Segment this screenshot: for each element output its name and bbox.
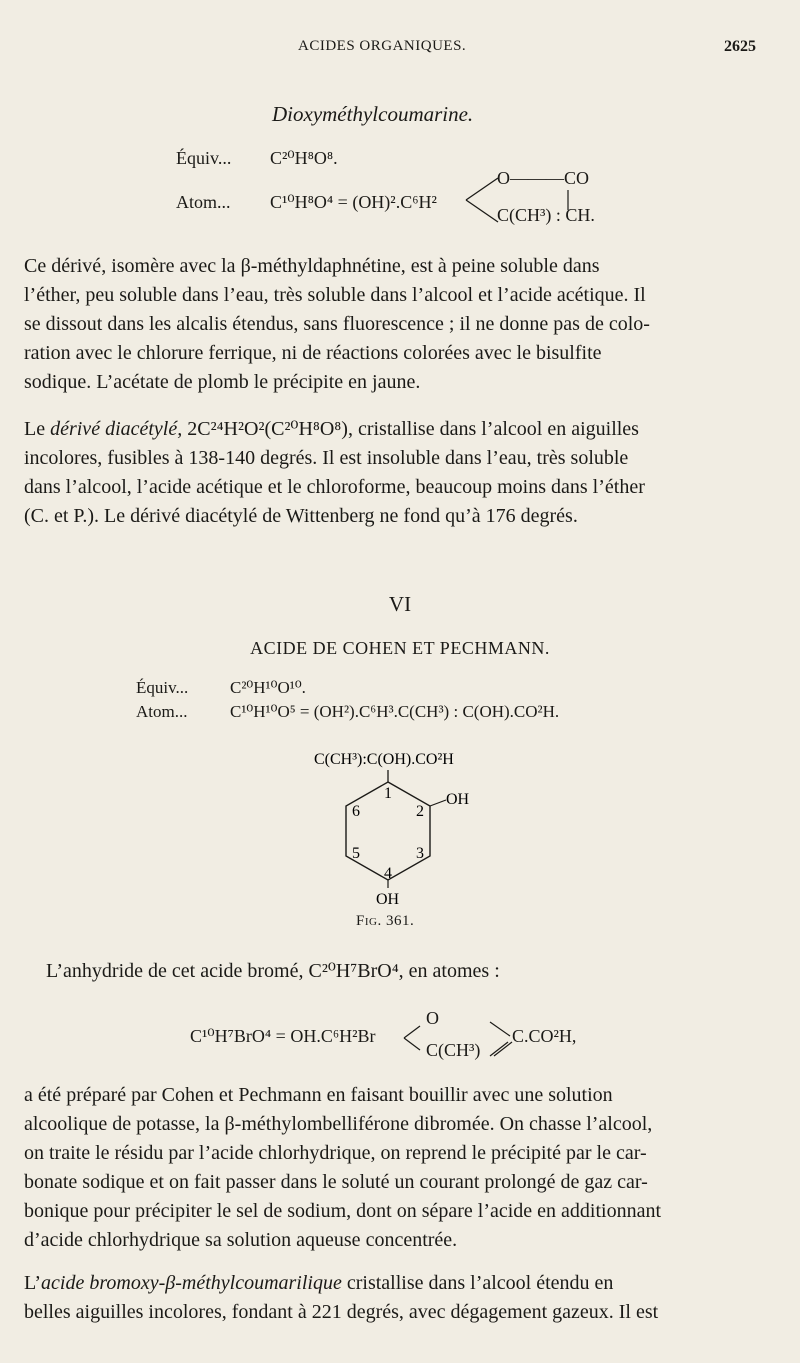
equiv-formula: C²⁰H⁸O⁸. (270, 148, 338, 168)
text-line: incolores, fusibles à 138-140 degrés. Il est insoluble dans l’eau, très soluble (24, 447, 629, 469)
italic-term: dérivé diacétylé, (50, 418, 183, 440)
bond-oh-right (430, 800, 446, 806)
position-6: 6 (352, 803, 360, 820)
position-1: 1 (384, 785, 392, 802)
text-line: se dissout dans les alcalis étendus, sans fluorescence ; il ne donne pas de colo- (24, 313, 650, 335)
position-2: 2 (416, 803, 424, 820)
text-line: Ce dérivé, isomère avec la β-méthyldaphnétine, est à peine soluble dans (24, 255, 600, 277)
benzene-ring-diagram (300, 738, 500, 918)
equiv-label: Équiv... (176, 148, 232, 168)
atom-label-2: Atom... (136, 702, 188, 721)
text-line: dans l’alcool, l’acide acétique et le chloroforme, beaucoup moins dans l’éther (24, 476, 645, 498)
substituent-top: C(CH³):C(OH).CO²H (314, 751, 454, 768)
anhydride-formula-right: C.CO²H, (512, 1026, 577, 1046)
italic-term: acide bromoxy-β-méthylcoumarilique (41, 1272, 342, 1294)
text-line: (C. et P.). Le dérivé diacétylé de Wittenberg ne fond qu’à 176 degrés. (24, 505, 578, 527)
running-head-title: ACIDES ORGANIQUES. (298, 38, 467, 54)
lead-text: Le (24, 418, 51, 440)
oh-bottom-label: OH (376, 891, 400, 908)
atom-label: Atom... (176, 192, 231, 212)
lead-text: L’ (24, 1272, 42, 1294)
text-line: alcoolique de potasse, la β-méthylombelliférone dibromée. On chasse l’alcool, (24, 1113, 653, 1135)
section-numeral: VI (388, 592, 412, 616)
text-line: a été préparé par Cohen et Pechmann en faisant bouillir avec une solution (24, 1084, 613, 1106)
atom-formula-2: C¹⁰H¹⁰O⁵ = (OH²).C⁶H³.C(CH³) : C(OH).CO²H. (230, 702, 560, 721)
ring-top-label: O———CO (497, 168, 590, 188)
oh-right-label: OH (446, 791, 470, 808)
text-line (24, 415, 755, 444)
position-5: 5 (352, 845, 360, 862)
text-line: bonique pour précipiter le sel de sodium, dont on sépare l’acide en additionnant (24, 1200, 662, 1222)
text-line: ration avec le chlorure ferrique, ni de réactions colorées avec le bisulfite (24, 342, 602, 364)
description-paragraph (24, 252, 755, 397)
ring-bottom-label: C(CH³) : CH. (497, 205, 595, 225)
section-title-row (0, 638, 800, 659)
compound-title: Dioxyméthylcoumarine. (272, 102, 474, 126)
final-paragraph (24, 1269, 755, 1327)
text-line: bonate sodique et on fait passer dans le soluté un courant prolongé de gaz car- (24, 1171, 648, 1193)
line-rest: 2C²⁴H²O²(C²⁰H⁸O⁸), cristallise dans l’alcool en aiguilles (182, 418, 639, 440)
text-line (24, 1269, 755, 1298)
text-line: on traite le résidu par l’acide chlorhydrique, on reprend le précipité par le car- (24, 1142, 647, 1164)
page-number: 2625 (724, 38, 756, 55)
anhydride-o: O (426, 1008, 439, 1028)
text-line: belles aiguilles incolores, fondant à 221 degrés, avec dégagement gazeux. Il est (24, 1301, 659, 1323)
equiv-formula-2: C²⁰H¹⁰O¹⁰. (230, 678, 306, 697)
atom-formula: C¹⁰H⁸O⁴ = (OH)².C⁶H² (270, 192, 437, 212)
anhydride-paragraph (24, 1081, 755, 1255)
anhydride-intro: L’anhydride de cet acide bromé, C²⁰H⁷BrO⁴, en atomes : (46, 960, 500, 982)
line-rest: cristallise dans l’alcool étendu en (341, 1272, 614, 1294)
figure-caption: Fig. 361. (356, 913, 415, 929)
position-4: 4 (384, 865, 392, 882)
diacetyl-paragraph (24, 415, 755, 531)
text-line: l’éther, peu soluble dans l’eau, très soluble dans l’alcool et l’acide acétique. Il (24, 284, 646, 306)
position-3: 3 (416, 845, 424, 862)
text-line: sodique. L’acétate de plomb le précipite en jaune. (24, 371, 421, 393)
anhydride-cch3: C(CH³) (426, 1040, 481, 1060)
text-line: d’acide chlorhydrique sa solution aqueuse concentrée. (24, 1229, 458, 1251)
equiv-label-2: Équiv... (136, 678, 189, 697)
running-head (0, 38, 800, 60)
section-numeral-row (0, 592, 800, 617)
section-title: ACIDE DE COHEN ET PECHMANN. (250, 638, 550, 658)
anhydride-formula-left: C¹⁰H⁷BrO⁴ = OH.C⁶H²Br (190, 1026, 376, 1046)
